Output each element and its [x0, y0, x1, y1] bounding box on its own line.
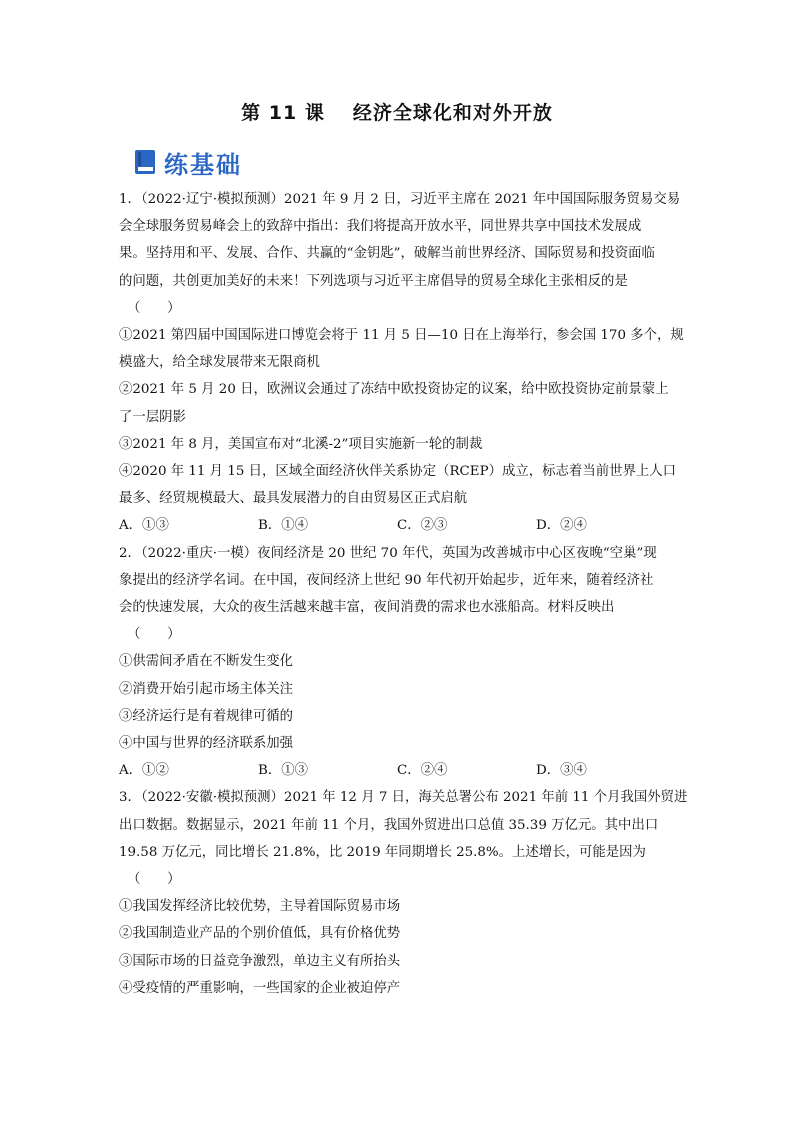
answer-blank: （ ）: [127, 872, 181, 888]
option: D．③④: [536, 763, 587, 779]
question-list: [119, 186, 688, 1002]
question-stem-line: 的问题，共创更加美好的未来！下列选项与习近平主席倡导的贸易全球化主张相反的是: [119, 273, 628, 289]
statement-line: 了一层阴影: [119, 409, 186, 425]
answer-blank: （ ）: [127, 627, 181, 643]
statement-line: ③2021 年 8 月，美国宣布对“北溪-2”项目实施新一轮的制裁: [119, 436, 483, 452]
statement-line: 模盛大，给全球发展带来无限商机: [119, 355, 320, 371]
question-item: [119, 186, 684, 540]
lesson-number: 第 11 课: [241, 102, 325, 124]
question-stem-line: 1．（2022·辽宁·模拟预测）2021 年 9 月 2 日，习近平主席在 2021 年中国国际服务贸易交易: [119, 192, 681, 207]
statement-line: ①我国发挥经济比较优势，主导着国际贸易市场: [119, 899, 401, 915]
statement-line: ②消费开始引起市场主体关注: [119, 681, 294, 697]
statement-line: ④2020 年 11 月 15 日，区域全面经济伙伴关系协定（RCEP）成立，标志着当前世界上人口: [119, 464, 677, 480]
option: A．①②: [119, 763, 169, 779]
option: C．②④: [397, 763, 448, 779]
question-stem-line: 出口数据。数据显示，2021 年前 11 个月，我国外贸进出口总值 35.39 万亿元。其中出口: [119, 817, 659, 833]
question-stem-line: 象提出的经济学名词。在中国，夜间经济上世纪 90 年代初开始起步，近年来，随着经济社: [119, 572, 654, 588]
option: B．①③: [258, 763, 309, 779]
lesson-name: 经济全球化和对外开放: [352, 102, 553, 124]
question-stem-line: 会全球服务贸易峰会上的致辞中指出：我们将提高开放水平，同世界共享中国技术发展成: [119, 219, 642, 235]
question-stem-line: 2．（2022·重庆·一模）夜间经济是 20 世纪 70 年代，英国为改善城市中心区夜晚“空巢”现: [119, 545, 657, 561]
question-stem-line: 3．（2022·安徽·模拟预测）2021 年 12 月 7 日，海关总署公布 2021 年前 11 个月我国外贸进: [119, 790, 688, 806]
statement-line: 最多、经贸规模最大、最具发展潜力的自由贸易区正式启航: [119, 491, 468, 507]
option-row: [119, 757, 675, 784]
question-item: [119, 540, 675, 785]
option-row: [119, 512, 675, 539]
question-stem-line: 果。坚持用和平、发展、合作、共赢的“金钥匙”，破解当前世界经济、国际贸易和投资面临: [119, 246, 655, 262]
section-header: [134, 145, 242, 179]
lesson-title: [0, 98, 794, 125]
statement-line: ③国际市场的日益竞争激烈，单边主义有所抬头: [119, 953, 401, 969]
option: B．①④: [258, 518, 309, 534]
option: D．②④: [536, 518, 587, 534]
option: C．②③: [397, 518, 448, 534]
option: A．①③: [119, 518, 169, 534]
question-stem-line: 19.58 万亿元，同比增长 21.8%，比 2019 年同期增长 25.8%。上述增长，可能是因为: [119, 844, 646, 860]
statement-line: ①供需间矛盾在不断发生变化: [119, 654, 294, 670]
statement-line: ④中国与世界的经济联系加强: [119, 736, 294, 752]
statement-line: ①2021 第四届中国国际进口博览会将于 11 月 5 日—10 日在上海举行，参会国 170 多个，规: [119, 328, 684, 344]
book-icon: [134, 149, 156, 175]
statement-line: ④受疫情的严重影响，一些国家的企业被迫停产: [119, 980, 401, 996]
statement-line: ②2021 年 5 月 20 日，欧洲议会通过了冻结中欧投资协定的议案，给中欧投资协定前景蒙上: [119, 382, 669, 398]
statement-line: ②我国制造业产品的个别价值低，具有价格优势: [119, 926, 401, 942]
section-label: 练基础: [164, 150, 242, 179]
question-stem-line: 会的快速发展，大众的夜生活越来越丰富，夜间消费的需求也水涨船高。材料反映出: [119, 600, 615, 616]
statement-line: ③经济运行是有着规律可循的: [119, 708, 294, 724]
question-item: [119, 784, 688, 1002]
answer-blank: （ ）: [127, 300, 181, 316]
